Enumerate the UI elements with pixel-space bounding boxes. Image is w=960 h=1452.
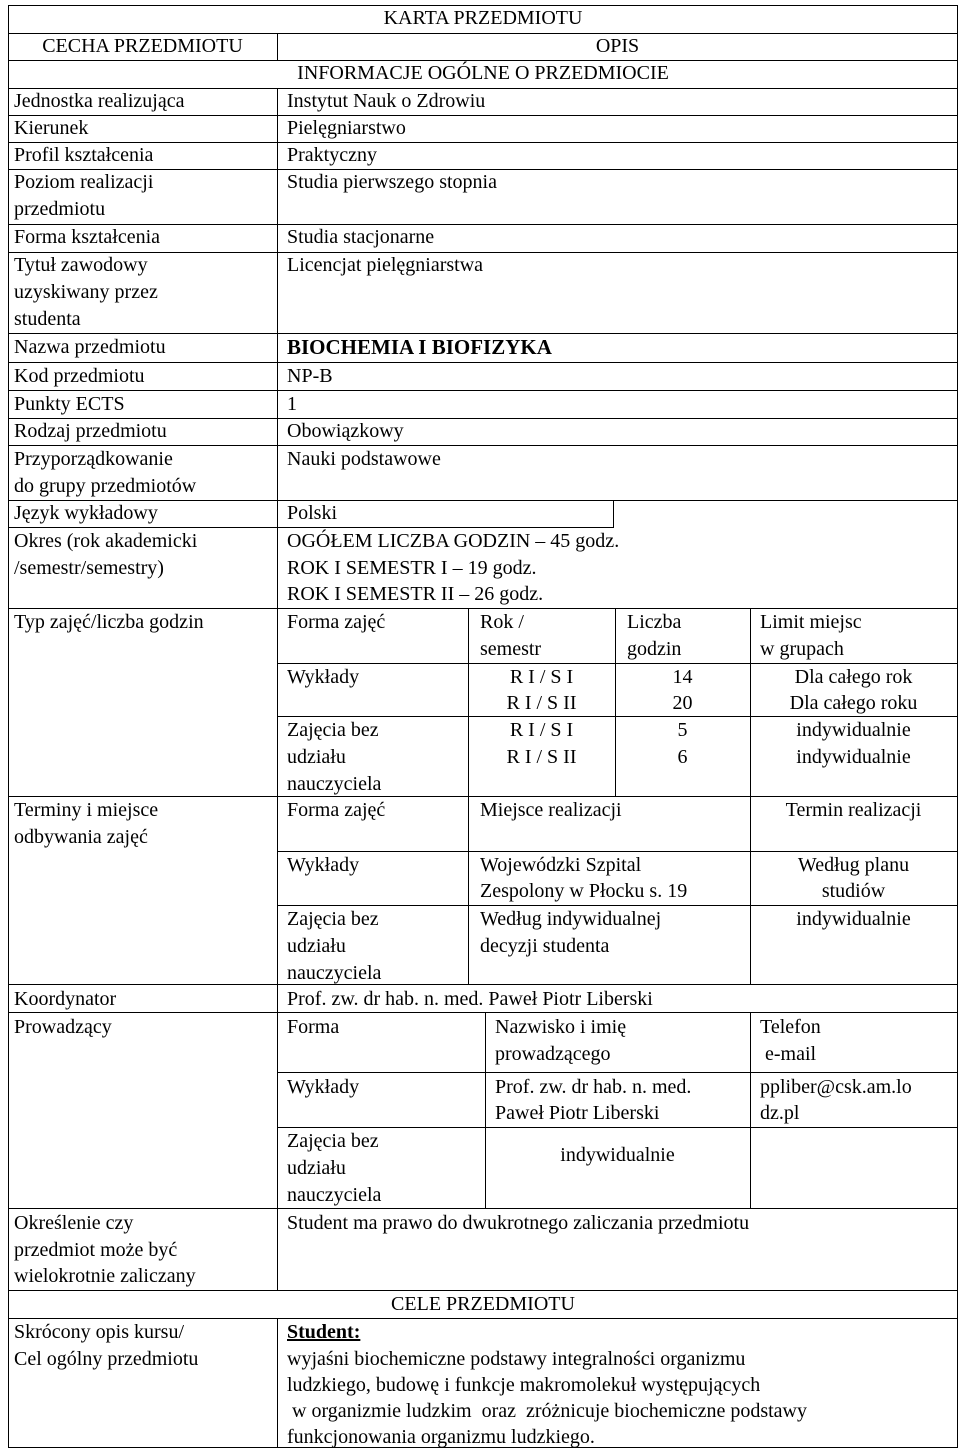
terminy-wyklady-termin-2: studiów: [821, 880, 886, 902]
label-tytul-1: Tytuł zawodowy: [14, 254, 148, 276]
value-tytul: Licencjat pielęgniarstwa: [287, 254, 484, 276]
header-limit-2: w grupach: [760, 638, 844, 660]
label-okreslenie-3: wielokrotnie zaliczany: [14, 1265, 196, 1287]
header-prow-forma: Forma: [287, 1016, 340, 1038]
header-forma-zajec: Forma zajęć: [287, 611, 386, 633]
typ-zajecia-limit-1: indywidualnie: [796, 719, 911, 741]
section-cele: CELE PRZEDMIOTU: [391, 1293, 575, 1315]
skrocony-student: Student:: [287, 1321, 361, 1343]
label-kierunek: Kierunek: [14, 117, 89, 139]
label-przyporzadkowanie-2: do grupy przedmiotów: [14, 475, 197, 497]
skrocony-line-4: funkcjonowania organizmu ludzkiego.: [287, 1426, 595, 1448]
header-prow-email: e-mail: [765, 1043, 817, 1065]
value-nazwa: BIOCHEMIA I BIOFIZYKA: [287, 335, 552, 359]
label-koordynator: Koordynator: [14, 988, 117, 1010]
typ-zajecia-godz-2: 6: [677, 746, 688, 768]
label-terminy-2: odbywania zajęć: [14, 826, 148, 848]
typ-wyklady-godz-2: 20: [672, 692, 693, 714]
label-poziom-2: przedmiotu: [14, 198, 106, 220]
terminy-wyklady-miejsce-1: Wojewódzki Szpital: [480, 854, 642, 876]
prow-wyklady-nazwisko-1: Prof. zw. dr hab. n. med.: [495, 1076, 692, 1098]
label-tytul-2: uzyskiwany przez: [14, 281, 158, 303]
label-okreslenie-2: przedmiot może być: [14, 1239, 178, 1261]
header-prow-nazwisko-1: Nazwisko i imię: [495, 1016, 627, 1038]
prow-zajecia-bez-3: nauczyciela: [287, 1184, 382, 1206]
header-limit-1: Limit miejsc: [760, 611, 862, 633]
label-rodzaj: Rodzaj przedmiotu: [14, 420, 167, 442]
label-forma-ksztalcenia: Forma kształcenia: [14, 226, 161, 248]
value-koordynator: Prof. zw. dr hab. n. med. Paweł Piotr Liberski: [287, 988, 653, 1010]
label-okres-1: Okres (rok akademicki: [14, 530, 198, 552]
label-skrocony-1: Skrócony opis kursu/: [14, 1321, 184, 1343]
value-jednostka: Instytut Nauk o Zdrowiu: [287, 90, 486, 112]
label-terminy-1: Terminy i miejsce: [14, 799, 159, 821]
value-okres-sem2: ROK I SEMESTR II – 26 godz.: [287, 583, 544, 605]
column-header-cecha: CECHA PRZEDMIOTU: [42, 35, 243, 57]
section-informacje: INFORMACJE OGÓLNE O PRZEDMIOCIE: [297, 62, 669, 84]
label-ects: Punkty ECTS: [14, 393, 125, 415]
label-jednostka: Jednostka realizująca: [14, 90, 185, 112]
prow-wyklady-email-2: dz.pl: [760, 1102, 800, 1124]
typ-wyklady-godz-1: 14: [672, 666, 693, 688]
page-title: KARTA PRZEDMIOTU: [383, 7, 583, 29]
typ-zajecia-godz-1: 5: [677, 719, 688, 741]
prow-wyklady: Wykłady: [287, 1076, 360, 1098]
header-prow-telefon: Telefon: [760, 1016, 821, 1038]
terminy-zajecia-bez-3: nauczyciela: [287, 962, 382, 984]
label-tytul-3: studenta: [14, 308, 81, 330]
header-liczba-1: Liczba: [627, 611, 682, 633]
skrocony-line-2: ludzkiego, budowę i funkcje makromolekuł występujących: [287, 1374, 761, 1396]
value-jezyk: Polski: [287, 502, 338, 524]
typ-zajecia-bez-2: udziału: [287, 746, 346, 768]
label-prowadzacy: Prowadzący: [14, 1016, 112, 1038]
prow-zajecia-nazwisko: indywidualnie: [560, 1144, 675, 1166]
value-profil: Praktyczny: [287, 144, 377, 166]
header-terminy-termin: Termin realizacji: [785, 799, 922, 821]
typ-zajecia-limit-2: indywidualnie: [796, 746, 911, 768]
value-okres-sem1: ROK I SEMESTR I – 19 godz.: [287, 557, 537, 579]
header-rok-1: Rok /: [480, 611, 524, 633]
value-rodzaj: Obowiązkowy: [287, 420, 404, 442]
typ-wyklady: Wykłady: [287, 666, 360, 688]
typ-wyklady-rok-2: R I / S II: [506, 692, 577, 714]
typ-zajecia-rok-2: R I / S II: [506, 746, 577, 768]
label-profil: Profil kształcenia: [14, 144, 154, 166]
value-kierunek: Pielęgniarstwo: [287, 117, 406, 139]
label-typ-zajec: Typ zajęć/liczba godzin: [14, 611, 204, 633]
value-kod: NP-B: [287, 365, 333, 387]
terminy-zajecia-bez-1: Zajęcia bez: [287, 908, 379, 930]
label-kod: Kod przedmiotu: [14, 365, 145, 387]
label-skrocony-2: Cel ogólny przedmiotu: [14, 1348, 199, 1370]
header-terminy-forma: Forma zajęć: [287, 799, 386, 821]
value-okreslenie: Student ma prawo do dwukrotnego zaliczania przedmiotu: [287, 1212, 750, 1234]
typ-zajecia-rok-1: R I / S I: [509, 719, 574, 741]
value-okres-total: OGÓŁEM LICZBA GODZIN – 45 godz.: [287, 530, 620, 552]
label-okres-2: /semestr/semestry): [14, 557, 164, 579]
prow-wyklady-nazwisko-2: Paweł Piotr Liberski: [495, 1102, 660, 1124]
header-prow-nazwisko-2: prowadzącego: [495, 1043, 611, 1065]
skrocony-line-1: wyjaśni biochemiczne podstawy integralności organizmu: [287, 1348, 746, 1370]
typ-zajecia-bez-1: Zajęcia bez: [287, 719, 379, 741]
column-header-opis: OPIS: [595, 35, 640, 57]
skrocony-line-3: w organizmie ludzkim oraz zróżnicuje biochemiczne podstawy: [287, 1400, 807, 1422]
value-poziom: Studia pierwszego stopnia: [287, 171, 497, 193]
value-przyporzadkowanie: Nauki podstawowe: [287, 448, 441, 470]
terminy-wyklady-miejsce-2: Zespolony w Płocku s. 19: [480, 880, 688, 902]
typ-wyklady-limit-2: Dla całego roku: [789, 692, 918, 714]
terminy-zajecia-termin: indywidualnie: [796, 908, 911, 930]
header-liczba-2: godzin: [627, 638, 682, 660]
typ-zajecia-bez-3: nauczyciela: [287, 773, 382, 795]
terminy-zajecia-miejsce-1: Według indywidualnej: [480, 908, 662, 930]
header-terminy-miejsce: Miejsce realizacji: [480, 799, 622, 821]
label-nazwa: Nazwa przedmiotu: [14, 336, 166, 358]
value-ects: 1: [287, 393, 297, 415]
label-poziom-1: Poziom realizacji: [14, 171, 154, 193]
terminy-zajecia-bez-2: udziału: [287, 935, 346, 957]
typ-wyklady-limit-1: Dla całego rok: [794, 666, 913, 688]
value-forma-ksztalcenia: Studia stacjonarne: [287, 226, 435, 248]
label-przyporzadkowanie-1: Przyporządkowanie: [14, 448, 173, 470]
label-jezyk: Język wykładowy: [14, 502, 158, 524]
header-rok-2: semestr: [480, 638, 542, 660]
terminy-wyklady: Wykłady: [287, 854, 360, 876]
prow-zajecia-bez-1: Zajęcia bez: [287, 1130, 379, 1152]
prow-wyklady-email-1: ppliber@csk.am.lo: [760, 1076, 912, 1098]
terminy-wyklady-termin-1: Według planu: [797, 854, 910, 876]
prow-zajecia-bez-2: udziału: [287, 1157, 346, 1179]
label-okreslenie-1: Określenie czy: [14, 1212, 134, 1234]
typ-wyklady-rok-1: R I / S I: [509, 666, 574, 688]
terminy-zajecia-miejsce-2: decyzji studenta: [480, 935, 610, 957]
